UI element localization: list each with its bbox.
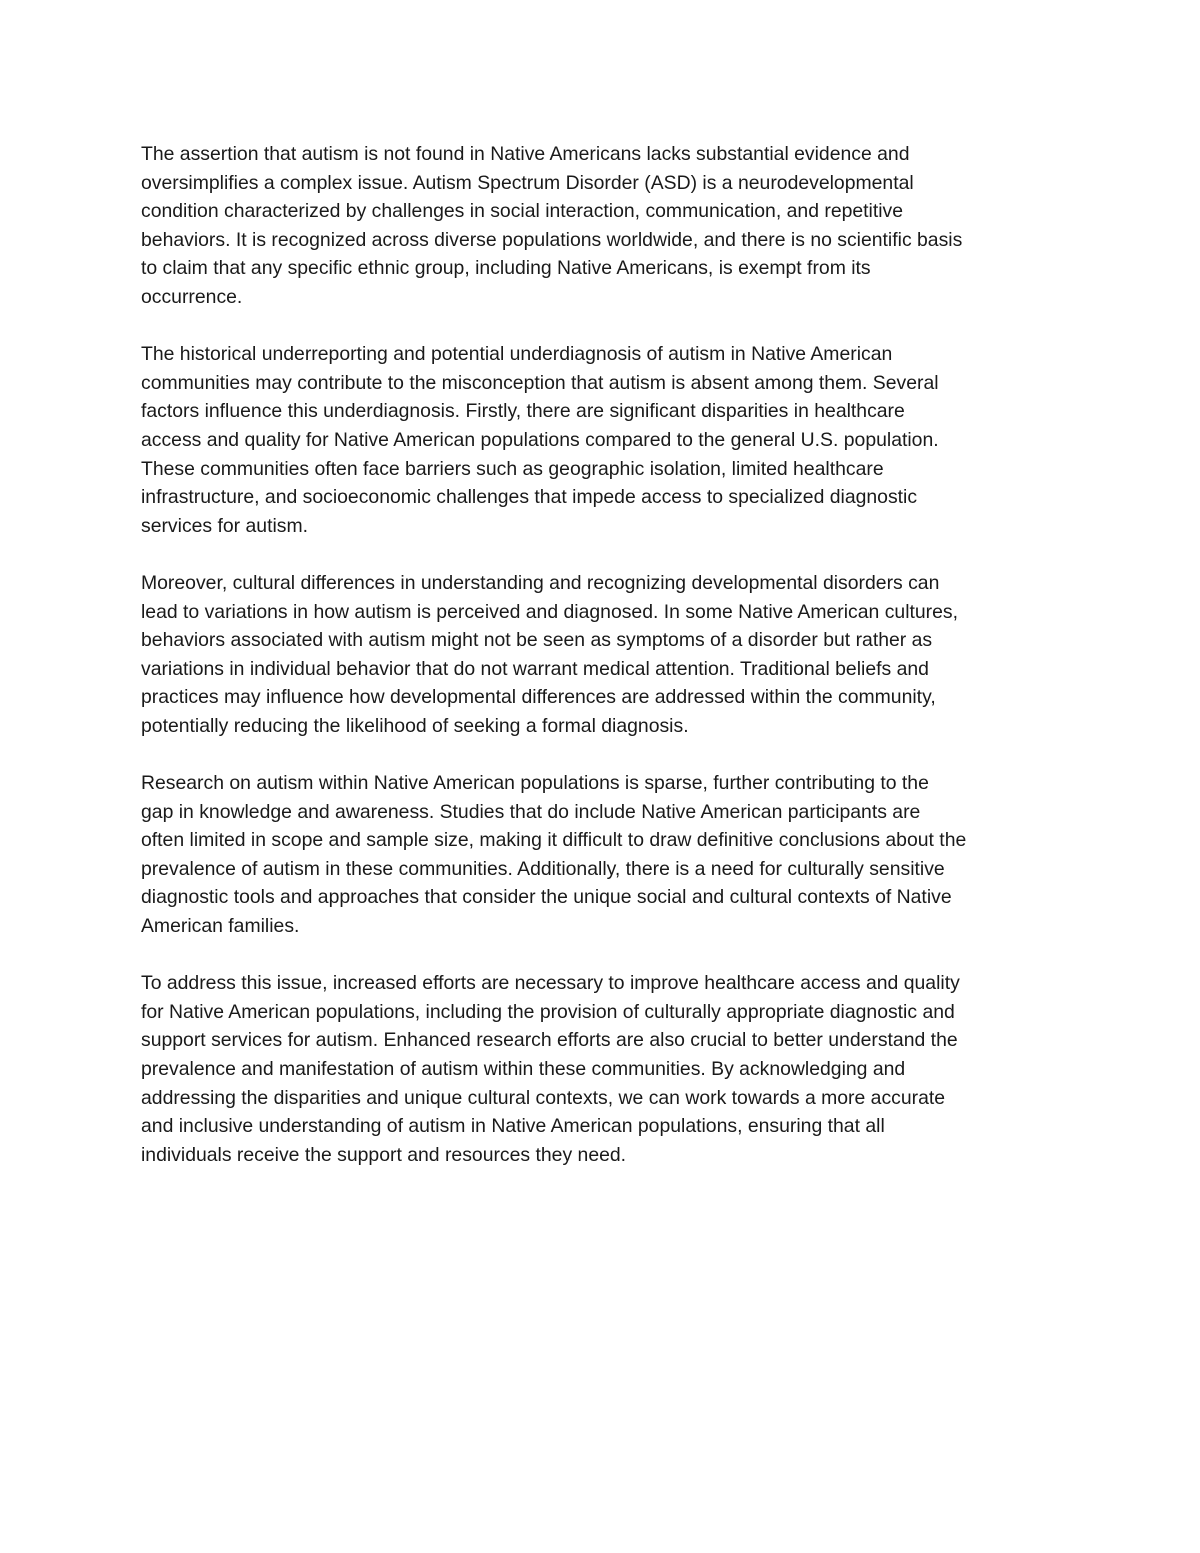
text-line: and inclusive understanding of autism in Native American populations, ensuring that all xyxy=(141,1115,885,1138)
text-line: lead to variations in how autism is perceived and diagnosed. In some Native American cultures, xyxy=(141,600,958,623)
paragraph xyxy=(141,769,1071,941)
paragraph xyxy=(141,969,1071,1169)
paragraph xyxy=(141,569,1071,741)
text-line: These communities often face barriers such as geographic isolation, limited healthcare xyxy=(141,457,884,480)
text-line: The historical underreporting and potential underdiagnosis of autism in Native American xyxy=(141,343,893,366)
text-line: The assertion that autism is not found in Native Americans lacks substantial evidence and xyxy=(141,143,910,165)
text-line: factors influence this underdiagnosis. Firstly, there are significant disparities in healthcare xyxy=(141,400,905,423)
text-line: Research on autism within Native American populations is sparse, further contributing to the xyxy=(141,772,929,795)
paragraph xyxy=(141,140,1071,312)
text-line: behaviors associated with autism might not be seen as symptoms of a disorder but rather as xyxy=(141,629,933,652)
paragraph xyxy=(141,340,1071,540)
text-line: support services for autism. Enhanced research efforts are also crucial to better understand the xyxy=(141,1029,958,1052)
text-line: access and quality for Native American populations compared to the general U.S. population. xyxy=(141,428,939,451)
text-line: for Native American populations, including the provision of culturally appropriate diagnostic and xyxy=(141,1000,955,1023)
text-line: gap in knowledge and awareness. Studies that do include Native American participants are xyxy=(141,800,921,823)
text-line: To address this issue, increased efforts are necessary to improve healthcare access and quality xyxy=(141,972,960,995)
text-line: often limited in scope and sample size, making it difficult to draw definitive conclusions about the xyxy=(141,829,967,852)
text-line: infrastructure, and socioeconomic challenges that impede access to specialized diagnostic xyxy=(141,486,918,509)
text-line: services for autism. xyxy=(141,514,309,537)
text-line: condition characterized by challenges in social interaction, communication, and repetitive xyxy=(141,200,904,223)
text-line: potentially reducing the likelihood of seeking a formal diagnosis. xyxy=(141,714,689,737)
text-line: Moreover, cultural differences in understanding and recognizing developmental disorders can xyxy=(141,571,940,594)
text-line: American families. xyxy=(141,915,300,938)
text-line: communities may contribute to the misconception that autism is absent among them. Several xyxy=(141,371,939,394)
text-line: occurrence. xyxy=(141,285,243,308)
text-line: behaviors. It is recognized across diverse populations worldwide, and there is no scientific basis xyxy=(141,228,963,251)
text-line: practices may influence how developmental differences are addressed within the community, xyxy=(141,686,936,709)
text-line: oversimplifies a complex issue. Autism Spectrum Disorder (ASD) is a neurodevelopmental xyxy=(141,171,914,194)
text-line: diagnostic tools and approaches that consider the unique social and cultural contexts of Native xyxy=(141,886,952,909)
text-line: variations in individual behavior that do not warrant medical attention. Traditional beliefs and xyxy=(141,657,929,680)
text-line: prevalence and manifestation of autism within these communities. By acknowledging and xyxy=(141,1058,906,1080)
document-body xyxy=(141,140,1071,1198)
text-line: to claim that any specific ethnic group, including Native Americans, is exempt from its xyxy=(141,257,871,280)
text-line: prevalence of autism in these communities. Additionally, there is a need for culturally sensitive xyxy=(141,857,945,880)
text-line: addressing the disparities and unique cultural contexts, we can work towards a more accurate xyxy=(141,1086,946,1109)
text-line: individuals receive the support and resources they need. xyxy=(141,1143,627,1166)
